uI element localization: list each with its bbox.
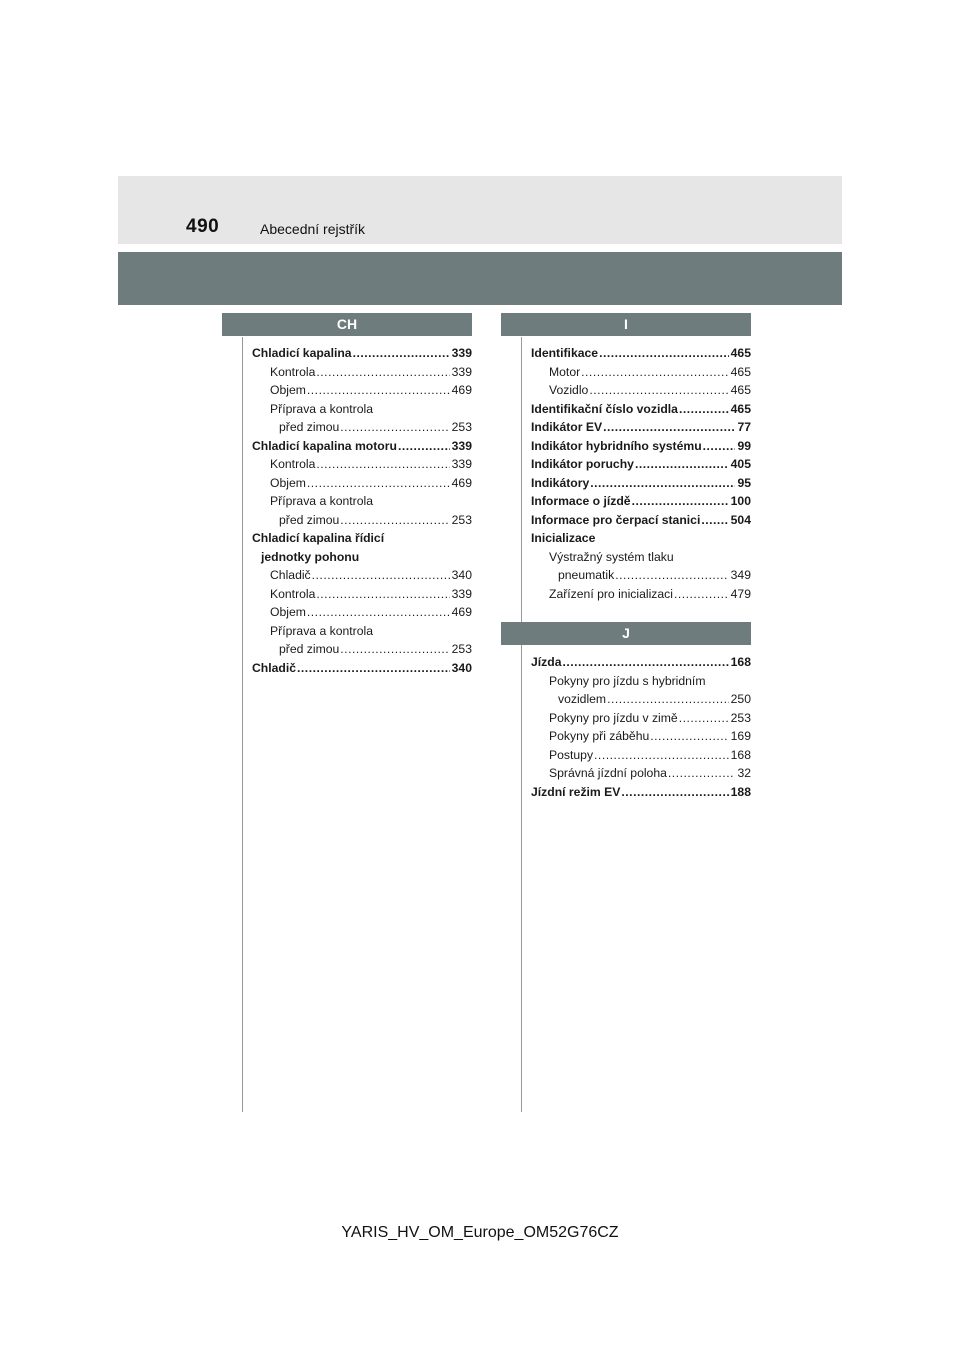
index-entry[interactable] (501, 381, 751, 400)
index-entry[interactable] (222, 603, 472, 622)
entry-page-number: 188 (730, 784, 751, 799)
index-entry[interactable] (222, 511, 472, 530)
entry-label: Pokyny pro jízdu s hybridním (549, 673, 706, 688)
section-header: I (501, 313, 751, 336)
index-entry[interactable] (501, 418, 751, 437)
index-column-left (222, 313, 472, 677)
index-entry[interactable] (222, 585, 472, 604)
dot-leader (562, 653, 728, 672)
entry-label: Pokyny při záběhu (549, 729, 650, 743)
entry-label: Kontrola (270, 457, 316, 471)
entry-label: Informace pro čerpací stanici (531, 512, 701, 527)
section-header: CH (222, 313, 472, 336)
entry-page-number: 339 (451, 586, 472, 601)
entry-page-number: 504 (730, 512, 751, 527)
entry-label: Informace o jízdě (531, 494, 631, 508)
entry-label: Chladič (270, 568, 311, 582)
dot-leader (581, 363, 729, 382)
index-entry[interactable] (501, 492, 751, 511)
index-entry[interactable] (222, 418, 472, 437)
entry-page-number: 339 (451, 457, 472, 471)
dot-leader (679, 709, 729, 728)
index-entry[interactable] (501, 709, 751, 728)
entry-label: Indikátory (531, 475, 590, 490)
index-entry[interactable] (501, 783, 751, 802)
dot-leader (599, 344, 729, 363)
dot-leader (603, 418, 735, 437)
dot-leader (398, 437, 450, 456)
entry-label: Identifikace (531, 346, 599, 360)
entry-page-number: 253 (451, 642, 472, 656)
index-entry[interactable] (501, 344, 751, 363)
entry-page-number: 99 (737, 438, 751, 453)
entry-label: pneumatik (558, 568, 615, 582)
entry-label: Chladicí kapalina (252, 346, 352, 360)
index-entry[interactable] (501, 566, 751, 585)
dot-leader (615, 566, 728, 585)
dot-leader (297, 659, 450, 678)
entry-page-number: 349 (730, 568, 751, 582)
header-bar (118, 252, 842, 305)
entry-page-number: 469 (451, 605, 472, 619)
entry-page-number: 465 (730, 364, 751, 379)
index-entry[interactable] (501, 690, 751, 709)
dot-leader (307, 474, 450, 493)
dot-leader (307, 381, 450, 400)
dot-leader (632, 492, 729, 511)
dot-leader (589, 381, 728, 400)
entry-page-number: 465 (730, 401, 751, 416)
dot-leader (701, 511, 728, 530)
entry-page-number: 469 (451, 383, 472, 397)
entry-page-number: 253 (451, 420, 472, 434)
index-entry[interactable] (501, 400, 751, 419)
index-entry[interactable] (501, 437, 751, 456)
dot-leader (316, 455, 449, 474)
dot-leader (316, 363, 449, 382)
entry-page-number: 32 (737, 766, 751, 780)
dot-leader (679, 400, 729, 419)
index-entry[interactable] (501, 585, 751, 604)
entry-label: Chladicí kapalina řídicí (252, 531, 385, 545)
document-footer: YARIS_HV_OM_Europe_OM52G76CZ (341, 1224, 619, 1241)
entry-label: Objem (270, 475, 306, 490)
index-entry[interactable] (222, 622, 472, 641)
index-entry[interactable] (501, 363, 751, 382)
dot-leader (340, 418, 449, 437)
entry-page-number: 100 (730, 494, 751, 508)
entry-label: Kontrola (270, 586, 316, 601)
entry-label: Postupy (549, 747, 594, 762)
entry-label: Zařízení pro inicializaci (549, 586, 673, 601)
section-header: J (501, 622, 751, 645)
page-number: 490 (186, 216, 220, 237)
index-entry[interactable] (222, 400, 472, 419)
entry-page-number: 479 (730, 586, 751, 601)
entry-label: Identifikační číslo vozidla (531, 401, 678, 416)
entry-label: před zimou (279, 420, 340, 434)
entry-label: Objem (270, 605, 306, 619)
index-entry[interactable] (501, 474, 751, 493)
entry-page-number: 169 (730, 729, 751, 743)
entry-page-number: 168 (730, 747, 751, 762)
entry-page-number: 253 (730, 710, 751, 725)
index-entry[interactable] (222, 659, 472, 678)
dot-leader (307, 603, 450, 622)
index-entry[interactable] (501, 727, 751, 746)
entry-page-number: 339 (451, 364, 472, 379)
entry-label: Indikátor hybridního systému (531, 438, 702, 453)
dot-leader (340, 640, 449, 659)
index-entry[interactable] (501, 529, 751, 548)
entry-page-number: 339 (451, 346, 472, 360)
entry-label: Jízdní režim EV (531, 784, 621, 799)
index-column-right (501, 313, 751, 801)
dot-leader (312, 566, 450, 585)
entry-page-number: 340 (451, 568, 472, 582)
entry-label: Indikátor poruchy (531, 457, 634, 471)
entry-label: před zimou (279, 512, 340, 527)
index-entry[interactable] (501, 653, 751, 672)
dot-leader (650, 727, 728, 746)
entry-label: Chladicí kapalina motoru (252, 438, 397, 453)
page-title: Abecední rejstřík (260, 221, 366, 237)
entry-page-number: 465 (730, 346, 751, 360)
entry-label: jednotky pohonu (261, 549, 360, 564)
index-entry[interactable] (222, 474, 472, 493)
index-entry[interactable] (222, 492, 472, 511)
index-entry[interactable] (501, 764, 751, 783)
index-entry[interactable] (222, 529, 472, 548)
entry-label: Jízda (531, 655, 562, 669)
index-entry[interactable] (501, 548, 751, 567)
dot-leader (316, 585, 449, 604)
index-entry[interactable] (222, 437, 472, 456)
entry-label: Inicializace (531, 531, 596, 545)
index-entry[interactable] (222, 455, 472, 474)
index-entry[interactable] (222, 344, 472, 363)
dot-leader (594, 746, 729, 765)
index-entry[interactable] (501, 746, 751, 765)
dot-leader (340, 511, 449, 530)
section-gap (501, 603, 751, 622)
index-entry[interactable] (501, 511, 751, 530)
entry-page-number: 405 (730, 457, 751, 471)
entry-page-number: 253 (451, 512, 472, 527)
entry-page-number: 168 (730, 655, 751, 669)
entry-label: Příprava a kontrola (270, 401, 373, 416)
entry-label: Motor (549, 364, 581, 379)
dot-leader (674, 585, 729, 604)
entry-label: Vozidlo (549, 383, 589, 397)
entry-page-number: 95 (737, 475, 751, 490)
entry-label: Kontrola (270, 364, 316, 379)
dot-leader (621, 783, 728, 802)
entry-label: Správná jízdní poloha (549, 766, 667, 780)
entry-label: Pokyny pro jízdu v zimě (549, 710, 678, 725)
entry-label: před zimou (279, 642, 340, 656)
entry-label: Příprava a kontrola (270, 494, 373, 508)
dot-leader (353, 344, 450, 363)
index-entry[interactable] (222, 640, 472, 659)
header-band (118, 176, 842, 244)
index-entry[interactable] (222, 363, 472, 382)
index-entry[interactable] (222, 548, 472, 567)
dot-leader (607, 690, 729, 709)
entry-page-number: 250 (730, 692, 751, 706)
index-entry[interactable] (501, 672, 751, 691)
entry-page-number: 469 (451, 475, 472, 490)
index-entry[interactable] (222, 566, 472, 585)
dot-leader (703, 437, 736, 456)
entry-label: vozidlem (558, 692, 607, 706)
entry-page-number: 465 (730, 383, 751, 397)
dot-leader (590, 474, 735, 493)
entry-label: Příprava a kontrola (270, 623, 373, 638)
entry-label: Objem (270, 383, 306, 397)
index-entry[interactable] (222, 381, 472, 400)
entry-page-number: 339 (451, 438, 472, 453)
dot-leader (668, 764, 736, 783)
entry-page-number: 77 (737, 420, 751, 434)
entry-label: Indikátor EV (531, 420, 603, 434)
entry-label: Chladič (252, 660, 297, 675)
index-entry[interactable] (501, 455, 751, 474)
entry-label: Výstražný systém tlaku (549, 549, 674, 564)
entry-page-number: 340 (451, 660, 472, 675)
dot-leader (635, 455, 729, 474)
